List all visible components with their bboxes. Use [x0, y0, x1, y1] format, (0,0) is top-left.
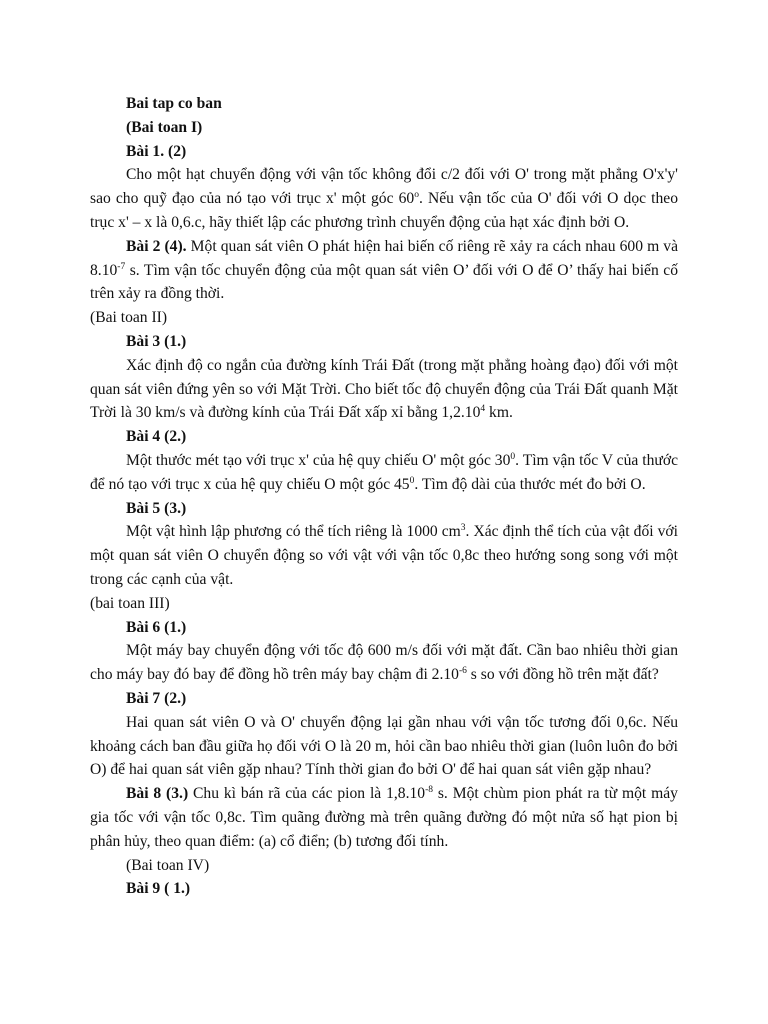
problem-4-text-a: Một thước mét tạo với trục x' của hệ quy chiếu O' một góc 30	[126, 451, 511, 469]
problem-5-text-a: Một vật hình lập phương có thể tích riêng là 1000 cm	[126, 523, 461, 541]
problem-1-title: Bài 1. (2)	[126, 142, 187, 160]
problem-5-text	[90, 520, 678, 591]
problem-2-text-b: s. Tìm vận tốc chuyển động của một quan sát viên O’ đối với O để O’ thấy hai biến cố trên xảy ra đồng thời.	[90, 261, 678, 303]
problem-2-sup-a: -7	[117, 261, 126, 272]
problem-3-text-b: km.	[485, 404, 513, 422]
section-label-3: (bai toan III)	[90, 594, 170, 612]
document-heading: Bai tap co ban	[126, 95, 222, 112]
problem-6-sup-a: -6	[458, 666, 467, 677]
section-label-2: (Bai toan II)	[90, 309, 168, 327]
problem-5-sup-a: 3	[460, 523, 466, 534]
problem-8-sup-a: -8	[425, 785, 433, 796]
problem-2-title: Bài 2 (4).	[126, 237, 187, 255]
problem-8-title: Bài 8 (3.)	[126, 785, 189, 803]
section-label-1: (Bai toan I)	[126, 118, 203, 136]
problem-4-text	[90, 449, 678, 497]
problem-1-text	[90, 163, 678, 234]
problem-8-text	[90, 782, 678, 853]
problem-4-sup-a: 0	[510, 451, 516, 462]
problem-6-text-b: s so với đồng hồ trên mặt đất?	[466, 666, 659, 684]
problem-2-text-a: Một quan sát viên O phát hiện hai biến cố riêng rẽ xảy ra cách nhau 600 m và 8.10	[90, 237, 678, 279]
problem-3-text-a: Xác định độ co ngắn của đường kính Trái Đất (trong mặt phẳng hoàng đạo) đối với một quan sát viên đứng yên so với Mặt Trời. Cho biết tốc độ chuyển động của Trái Đất quanh Mặt Trời là 30 km/s và đường kính của Trái Đất xấp xỉ bằng 1,2.10	[90, 356, 678, 422]
problem-4-text-c: . Tìm độ dài của thước mét đo bởi O.	[414, 475, 646, 493]
problem-3-sup-a: 4	[480, 404, 486, 415]
section-label-4: (Bai toan IV)	[126, 856, 210, 874]
problem-4-text-b: . Tìm vận tốc V của thước để nó tạo với trục x của hệ quy chiếu O một góc 45	[90, 451, 678, 493]
problem-4-title: Bài 4 (2.)	[126, 428, 187, 446]
problem-1-text-a: Cho một hạt chuyển động với vận tốc không đổi c/2 đối với O' trong mặt phẳng O'x'y' sao cho quỹ đạo của nó tạo với trục x' một góc 60	[90, 166, 678, 208]
problem-2-text	[90, 235, 678, 306]
document-page	[90, 92, 678, 901]
problem-8-text-b: s. Một chùm pion phát ra từ một máy gia tốc với vận tốc 0,8c. Tìm quãng đường mà trên quãng đường đó một nửa số hạt pion bị phân hủy, theo quan điểm: (a) cổ điển; (b) tương đối tính.	[90, 785, 678, 850]
problem-1-text-b: . Nếu vận tốc của O' đối với O dọc theo trục x' – x là 0,6.c, hãy thiết lập các phương trình chuyển động của hạt xác định bởi O.	[90, 190, 678, 231]
problem-3-title: Bài 3 (1.)	[126, 332, 187, 350]
problem-6-text-a: Một máy bay chuyển động với tốc độ 600 m/s đối với mặt đất. Cần bao nhiêu thời gian cho máy bay đó bay để đồng hồ trên máy bay chậm đi 2.10	[90, 642, 678, 684]
problem-3-text	[90, 354, 678, 425]
problem-7-title: Bài 7 (2.)	[126, 689, 187, 707]
problem-7-text: Hai quan sát viên O và O' chuyển động lại gần nhau với vận tốc tương đối 0,6c. Nếu khoảng cách ban đầu giữa họ đối với O là 20 m, hỏi cần bao nhiêu thời gian (luôn luôn đo bởi O) để hai quan sát viên gặp nhau? Tính thời gian đo bởi O' để hai quan sát viên gặp nhau?	[90, 713, 678, 779]
problem-4-sup-b: 0	[409, 475, 415, 486]
problem-8-text-a: Chu kì bán rã của các pion là 1,8.10	[188, 785, 426, 803]
problem-6-text	[90, 639, 678, 687]
problem-5-text-b: . Xác định thể tích của vật đối với một quan sát viên O chuyển động so với vật với vận tốc 0,8c theo hướng song song với một trong các cạnh của vật.	[90, 523, 678, 588]
problem-5-title: Bài 5 (3.)	[126, 499, 187, 517]
problem-1-sup-a: o	[414, 190, 419, 201]
problem-9-title: Bài 9 ( 1.)	[126, 880, 191, 898]
problem-6-title: Bài 6 (1.)	[126, 618, 187, 636]
